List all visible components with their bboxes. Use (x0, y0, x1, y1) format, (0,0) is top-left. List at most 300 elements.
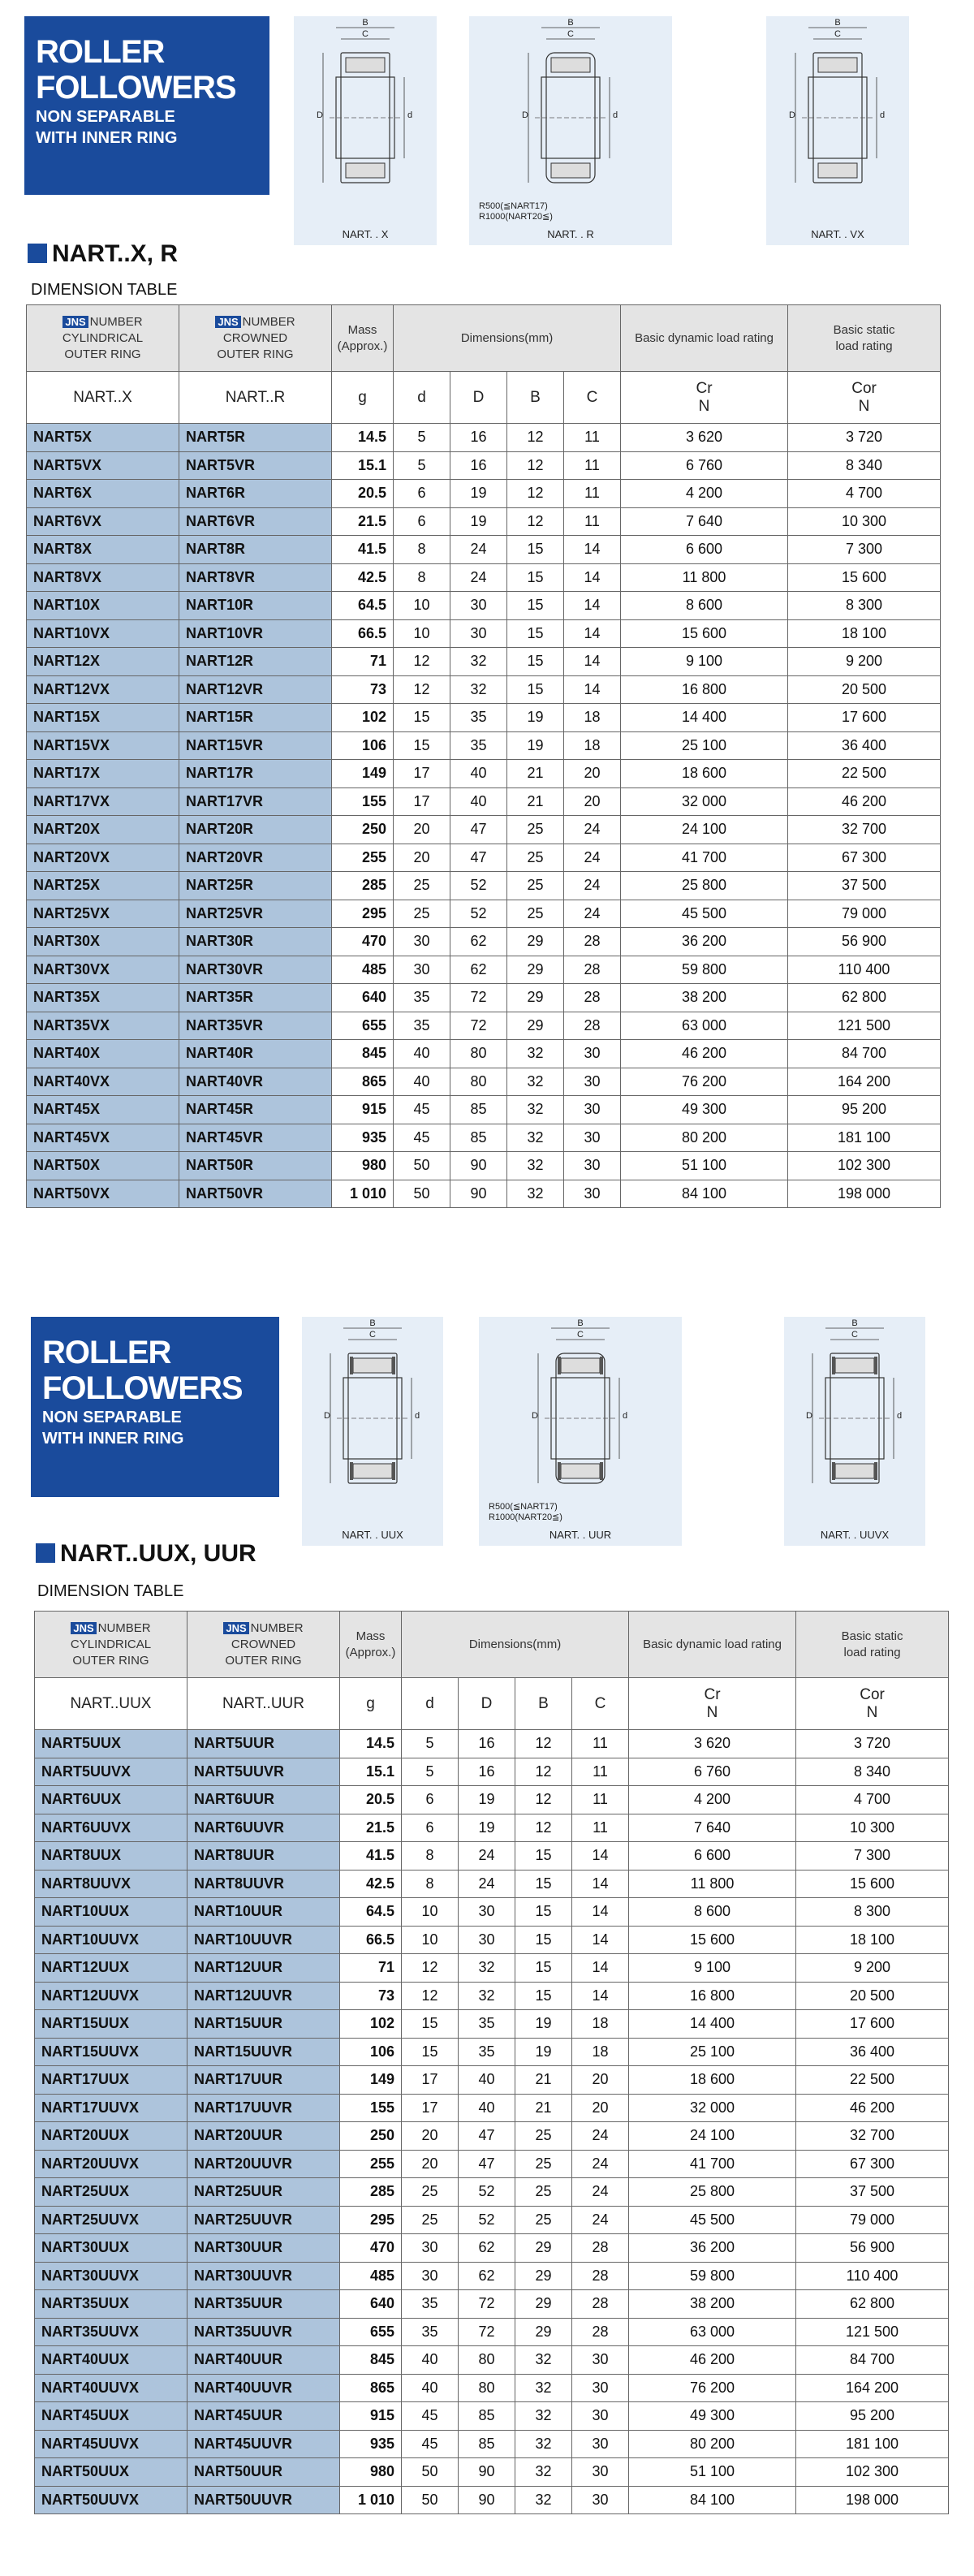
subheader-crowned: NART..R (179, 372, 332, 424)
cell-static-load: 56 900 (788, 928, 941, 956)
cell-mass: 106 (332, 731, 394, 760)
cell-C: 28 (572, 2290, 629, 2319)
cell-static-load: 62 800 (796, 2290, 949, 2319)
cell-d: 50 (402, 2486, 459, 2514)
cell-C: 11 (572, 1730, 629, 1758)
cell-D: 90 (450, 1180, 507, 1208)
table-row (27, 1152, 941, 1180)
cell-d: 45 (402, 2430, 459, 2458)
cell-cylindrical-number: NART35UUVX (35, 2318, 187, 2346)
cell-C: 20 (572, 2094, 629, 2122)
cell-mass: 285 (332, 872, 394, 900)
radius-note-line-2: R1000(NART20≦) (479, 212, 553, 222)
cell-C: 14 (564, 563, 621, 592)
table-row (35, 2038, 949, 2066)
cell-dynamic-load: 80 200 (629, 2430, 796, 2458)
cell-B: 21 (507, 787, 564, 816)
cell-B: 15 (507, 648, 564, 676)
cell-dynamic-load: 45 500 (621, 900, 788, 928)
cell-static-load: 181 100 (796, 2430, 949, 2458)
cell-mass: 295 (332, 900, 394, 928)
cell-d: 12 (394, 648, 450, 676)
subheader-cylindrical: NART..UUX (35, 1678, 187, 1730)
cell-C: 24 (572, 2122, 629, 2151)
cell-C: 18 (572, 2038, 629, 2066)
col-header-line: NUMBER (250, 1620, 304, 1635)
cell-static-load: 8 300 (788, 592, 941, 620)
cell-D: 40 (459, 2094, 515, 2122)
cell-dynamic-load: 25 100 (621, 731, 788, 760)
cell-B: 32 (515, 2458, 572, 2487)
svg-text:C: C (362, 29, 368, 39)
cell-mass: 255 (332, 844, 394, 872)
cell-cylindrical-number: NART10UUX (35, 1898, 187, 1927)
cell-mass: 42.5 (340, 1870, 402, 1898)
banner-line-3: NON SEPARABLE (36, 108, 175, 126)
table-row (27, 844, 941, 872)
cell-static-load: 67 300 (796, 2150, 949, 2178)
cell-static-load: 84 700 (788, 1040, 941, 1068)
table-row (27, 648, 941, 676)
svg-text:d: d (880, 110, 886, 120)
cell-d: 25 (394, 900, 450, 928)
title-banner (31, 1317, 279, 1497)
cell-B: 29 (507, 956, 564, 984)
cell-static-load: 17 600 (788, 704, 941, 732)
cell-B: 32 (507, 1040, 564, 1068)
cell-D: 85 (450, 1096, 507, 1124)
cell-static-load: 102 300 (788, 1152, 941, 1180)
table-row (35, 1730, 949, 1758)
cell-d: 50 (394, 1180, 450, 1208)
cell-mass: 21.5 (340, 1814, 402, 1842)
cell-d: 45 (394, 1096, 450, 1124)
cell-D: 90 (459, 2486, 515, 2514)
cell-dynamic-load: 16 800 (629, 1982, 796, 2010)
cell-B: 19 (515, 2010, 572, 2039)
subheader-cylindrical: NART..X (27, 372, 179, 424)
cell-D: 32 (459, 1954, 515, 1983)
table-row (35, 2206, 949, 2234)
cell-D: 80 (459, 2374, 515, 2402)
cell-D: 80 (459, 2346, 515, 2375)
cell-cylindrical-number: NART25UUX (35, 2178, 187, 2207)
table-row (35, 1870, 949, 1898)
cell-cylindrical-number: NART20X (27, 816, 179, 844)
cell-mass: 470 (332, 928, 394, 956)
cell-static-load: 8 340 (796, 1758, 949, 1786)
cell-B: 32 (507, 1124, 564, 1152)
cell-C: 14 (572, 1842, 629, 1871)
cell-static-load: 18 100 (796, 1926, 949, 1954)
cell-d: 40 (402, 2346, 459, 2375)
cell-d: 10 (402, 1926, 459, 1954)
table-row (35, 2010, 949, 2039)
cell-static-load: 20 500 (788, 675, 941, 704)
radius-note-line-2: R1000(NART20≦) (489, 1512, 562, 1522)
cell-cylindrical-number: NART6UUX (35, 1786, 187, 1814)
table-row (27, 956, 941, 984)
cell-C: 18 (564, 704, 621, 732)
bearing-cross-section-icon (302, 1317, 443, 1546)
cell-d: 10 (394, 619, 450, 648)
cell-crowned-number: NART30R (179, 928, 332, 956)
cell-D: 16 (459, 1730, 515, 1758)
subheader-crowned: NART..UUR (187, 1678, 340, 1730)
cell-crowned-number: NART6R (179, 480, 332, 508)
cell-C: 14 (572, 1954, 629, 1983)
table-row (35, 1814, 949, 1842)
cell-cylindrical-number: NART8VX (27, 563, 179, 592)
cell-cylindrical-number: NART12UUVX (35, 1982, 187, 2010)
cell-mass: 295 (340, 2206, 402, 2234)
cell-dynamic-load: 11 800 (629, 1870, 796, 1898)
cell-static-load: 198 000 (796, 2486, 949, 2514)
cell-d: 25 (394, 872, 450, 900)
cell-mass: 41.5 (340, 1842, 402, 1871)
dimension-table-label: DIMENSION TABLE (31, 281, 178, 299)
cell-D: 80 (450, 1068, 507, 1096)
cell-crowned-number: NART20UUVR (187, 2150, 340, 2178)
cell-mass: 20.5 (332, 480, 394, 508)
cell-static-load: 46 200 (796, 2094, 949, 2122)
cell-D: 85 (450, 1124, 507, 1152)
cell-B: 25 (515, 2150, 572, 2178)
banner-line-4: WITH INNER RING (36, 129, 178, 147)
cell-C: 20 (572, 2066, 629, 2095)
cell-B: 25 (515, 2178, 572, 2207)
cell-cylindrical-number: NART12UUX (35, 1954, 187, 1983)
cell-B: 12 (515, 1730, 572, 1758)
cell-B: 12 (507, 451, 564, 480)
cell-C: 11 (572, 1786, 629, 1814)
cell-B: 29 (507, 928, 564, 956)
cell-C: 11 (572, 1814, 629, 1842)
diagram-caption: NART. . X (342, 228, 389, 240)
series-title-text: NART..X, R (52, 240, 179, 267)
diagram-caption: NART. . VX (811, 228, 864, 240)
table-row (35, 2402, 949, 2431)
cell-D: 47 (450, 816, 507, 844)
cell-dynamic-load: 25 800 (621, 872, 788, 900)
subheader-cr (629, 1678, 796, 1730)
cell-static-load: 15 600 (788, 563, 941, 592)
cell-dynamic-load: 84 100 (629, 2486, 796, 2514)
cell-C: 28 (572, 2234, 629, 2263)
cell-d: 25 (402, 2206, 459, 2234)
cell-static-load: 181 100 (788, 1124, 941, 1152)
cell-crowned-number: NART40UUR (187, 2346, 340, 2375)
cell-d: 8 (402, 1842, 459, 1871)
cell-dynamic-load: 25 100 (629, 2038, 796, 2066)
cell-B: 29 (515, 2234, 572, 2263)
cell-B: 32 (515, 2430, 572, 2458)
cell-static-load: 110 400 (796, 2262, 949, 2290)
cell-static-load: 121 500 (788, 1012, 941, 1040)
cell-dynamic-load: 3 620 (621, 424, 788, 452)
cell-D: 30 (459, 1926, 515, 1954)
table-row (27, 563, 941, 592)
cell-cylindrical-number: NART30X (27, 928, 179, 956)
cell-cylindrical-number: NART40X (27, 1040, 179, 1068)
cell-crowned-number: NART10UUVR (187, 1926, 340, 1954)
cell-d: 50 (402, 2458, 459, 2487)
col-header-cylindrical (35, 1612, 187, 1678)
table-row (35, 2458, 949, 2487)
col-header-cylindrical (27, 305, 179, 372)
svg-text:D: D (317, 110, 323, 120)
cell-D: 35 (450, 704, 507, 732)
cell-B: 25 (507, 816, 564, 844)
cell-crowned-number: NART10VR (179, 619, 332, 648)
cell-cylindrical-number: NART15UUVX (35, 2038, 187, 2066)
col-header-line: load rating (835, 339, 893, 353)
cell-cylindrical-number: NART40VX (27, 1068, 179, 1096)
cell-crowned-number: NART5UUR (187, 1730, 340, 1758)
col-header-static-load (796, 1612, 949, 1678)
banner-line-2: FOLLOWERS (42, 1370, 243, 1406)
cell-dynamic-load: 14 400 (621, 704, 788, 732)
cell-d: 20 (402, 2122, 459, 2151)
table-row (27, 1124, 941, 1152)
cell-dynamic-load: 49 300 (621, 1096, 788, 1124)
cell-cylindrical-number: NART8X (27, 536, 179, 564)
table-body (27, 424, 941, 1208)
banner-line-2: FOLLOWERS (36, 70, 236, 106)
cell-d: 20 (394, 844, 450, 872)
cell-d: 17 (394, 787, 450, 816)
cell-static-load: 10 300 (796, 1814, 949, 1842)
cell-d: 5 (402, 1730, 459, 1758)
cell-dynamic-load: 15 600 (621, 619, 788, 648)
cell-cylindrical-number: NART45UUX (35, 2402, 187, 2431)
cell-static-load: 36 400 (788, 731, 941, 760)
cell-static-load: 121 500 (796, 2318, 949, 2346)
cell-static-load: 79 000 (796, 2206, 949, 2234)
diagram-caption: NART. . UUVX (820, 1529, 890, 1541)
cell-dynamic-load: 51 100 (621, 1152, 788, 1180)
cell-C: 30 (572, 2458, 629, 2487)
cell-dynamic-load: 24 100 (629, 2122, 796, 2151)
cell-d: 25 (402, 2178, 459, 2207)
cell-B: 15 (515, 1954, 572, 1983)
cell-dynamic-load: 36 200 (621, 928, 788, 956)
table-row (27, 1012, 941, 1040)
cell-d: 40 (394, 1040, 450, 1068)
cell-dynamic-load: 84 100 (621, 1180, 788, 1208)
cell-crowned-number: NART35VR (179, 1012, 332, 1040)
cell-D: 19 (459, 1786, 515, 1814)
cell-C: 14 (572, 1898, 629, 1927)
cell-dynamic-load: 32 000 (621, 787, 788, 816)
col-header-line: CROWNED (231, 1637, 296, 1651)
cell-d: 12 (402, 1954, 459, 1983)
cell-mass: 41.5 (332, 536, 394, 564)
cell-D: 85 (459, 2402, 515, 2431)
table-row (35, 2430, 949, 2458)
cell-D: 16 (459, 1758, 515, 1786)
jns-logo: JNS (62, 316, 88, 328)
cell-mass: 640 (340, 2290, 402, 2319)
svg-text:D: D (532, 1411, 538, 1421)
table-row (35, 2290, 949, 2319)
cell-C: 28 (564, 984, 621, 1012)
table-row (27, 507, 941, 536)
table-row (35, 1758, 949, 1786)
cell-dynamic-load: 36 200 (629, 2234, 796, 2263)
cell-C: 30 (572, 2430, 629, 2458)
cell-B: 15 (515, 1870, 572, 1898)
cell-static-load: 17 600 (796, 2010, 949, 2039)
cell-dynamic-load: 4 200 (629, 1786, 796, 1814)
cell-cylindrical-number: NART30UUX (35, 2234, 187, 2263)
cell-dynamic-load: 11 800 (621, 563, 788, 592)
col-header-line: CROWNED (222, 330, 288, 345)
dimension-table (26, 304, 941, 1208)
diagram-caption: NART. . R (547, 228, 594, 240)
cell-mass: 845 (340, 2346, 402, 2375)
cell-mass: 73 (340, 1982, 402, 2010)
col-header-line: (Approx.) (337, 339, 388, 353)
table-row (35, 1898, 949, 1927)
cell-D: 24 (459, 1870, 515, 1898)
cell-B: 15 (515, 1842, 572, 1871)
cell-cylindrical-number: NART15VX (27, 731, 179, 760)
table-row (35, 2122, 949, 2151)
cell-B: 29 (515, 2318, 572, 2346)
cell-D: 47 (450, 844, 507, 872)
cell-B: 15 (515, 1898, 572, 1927)
cell-cylindrical-number: NART35VX (27, 1012, 179, 1040)
cell-D: 90 (459, 2458, 515, 2487)
cell-cylindrical-number: NART10VX (27, 619, 179, 648)
cell-static-load: 22 500 (788, 760, 941, 788)
cell-cylindrical-number: NART25VX (27, 900, 179, 928)
table-row (35, 2178, 949, 2207)
cell-C: 30 (572, 2374, 629, 2402)
table-row (35, 2066, 949, 2095)
col-header-line: Basic static (833, 322, 895, 337)
col-header-line: CYLINDRICAL (70, 1637, 152, 1651)
subheader-mass-unit: g (332, 372, 394, 424)
cell-crowned-number: NART12UUVR (187, 1982, 340, 2010)
cell-dynamic-load: 16 800 (621, 675, 788, 704)
table-row (27, 872, 941, 900)
cell-cylindrical-number: NART8UUX (35, 1842, 187, 1871)
cell-B: 15 (507, 592, 564, 620)
cell-dynamic-load: 32 000 (629, 2094, 796, 2122)
cell-mass: 71 (332, 648, 394, 676)
table-row (27, 1180, 941, 1208)
cell-C: 20 (564, 787, 621, 816)
cell-d: 8 (402, 1870, 459, 1898)
series-title (28, 240, 178, 268)
cell-D: 30 (450, 592, 507, 620)
cell-cylindrical-number: NART20UUX (35, 2122, 187, 2151)
table-row (27, 480, 941, 508)
subheader-D: D (459, 1678, 515, 1730)
cell-d: 8 (394, 536, 450, 564)
cell-C: 30 (564, 1068, 621, 1096)
svg-text:D: D (789, 110, 795, 120)
cell-C: 28 (564, 1012, 621, 1040)
cell-crowned-number: NART8UUVR (187, 1870, 340, 1898)
cell-B: 15 (507, 675, 564, 704)
cell-B: 12 (515, 1814, 572, 1842)
cell-dynamic-load: 63 000 (621, 1012, 788, 1040)
cell-crowned-number: NART35UUVR (187, 2318, 340, 2346)
col-header-line: OUTER RING (72, 1653, 149, 1668)
subheader-line: N (698, 397, 710, 415)
cell-static-load: 22 500 (796, 2066, 949, 2095)
square-bullet-icon (28, 244, 47, 263)
cell-dynamic-load: 46 200 (621, 1040, 788, 1068)
cell-mass: 15.1 (340, 1758, 402, 1786)
cell-B: 19 (507, 704, 564, 732)
cell-cylindrical-number: NART45X (27, 1096, 179, 1124)
cell-mass: 64.5 (332, 592, 394, 620)
banner-line-3: NON SEPARABLE (42, 1409, 182, 1426)
col-header-line: OUTER RING (225, 1653, 302, 1668)
cell-B: 32 (507, 1068, 564, 1096)
bearing-cross-section-icon (294, 16, 437, 245)
cell-mass: 470 (340, 2234, 402, 2263)
cell-D: 30 (450, 619, 507, 648)
cell-B: 25 (507, 844, 564, 872)
radius-note-line-1: R500(≦NART17) (489, 1502, 558, 1512)
cell-mass: 865 (340, 2374, 402, 2402)
cell-C: 30 (564, 1040, 621, 1068)
col-header-line: NUMBER (89, 314, 143, 329)
table-row (27, 1040, 941, 1068)
cell-crowned-number: NART17R (179, 760, 332, 788)
svg-text:B: B (834, 18, 841, 28)
cell-C: 24 (572, 2150, 629, 2178)
subheader-B: B (507, 372, 564, 424)
cell-cylindrical-number: NART17UUVX (35, 2094, 187, 2122)
cell-D: 19 (450, 507, 507, 536)
col-header-line: OUTER RING (217, 347, 294, 361)
cell-crowned-number: NART45R (179, 1096, 332, 1124)
cell-cylindrical-number: NART10UUVX (35, 1926, 187, 1954)
cell-B: 21 (515, 2094, 572, 2122)
cell-crowned-number: NART15UUR (187, 2010, 340, 2039)
cell-cylindrical-number: NART20UUVX (35, 2150, 187, 2178)
cell-crowned-number: NART10R (179, 592, 332, 620)
dimension-table-label: DIMENSION TABLE (37, 1582, 184, 1600)
table-row (27, 900, 941, 928)
cell-static-load: 32 700 (788, 816, 941, 844)
cell-dynamic-load: 7 640 (629, 1814, 796, 1842)
subheader-cor (796, 1678, 949, 1730)
cell-crowned-number: NART6UUVR (187, 1814, 340, 1842)
table-row (35, 2234, 949, 2263)
svg-text:C: C (567, 29, 574, 39)
cell-D: 32 (450, 648, 507, 676)
cell-D: 72 (450, 984, 507, 1012)
cell-D: 62 (450, 928, 507, 956)
jns-logo: JNS (71, 1622, 96, 1634)
cell-cylindrical-number: NART10X (27, 592, 179, 620)
cell-cylindrical-number: NART5UUVX (35, 1758, 187, 1786)
col-header-dimensions: Dimensions(mm) (394, 305, 621, 372)
cell-crowned-number: NART25R (179, 872, 332, 900)
cell-C: 14 (564, 675, 621, 704)
cell-crowned-number: NART50R (179, 1152, 332, 1180)
banner-line-1: ROLLER (42, 1335, 171, 1370)
cell-C: 30 (564, 1124, 621, 1152)
table-row (27, 1096, 941, 1124)
